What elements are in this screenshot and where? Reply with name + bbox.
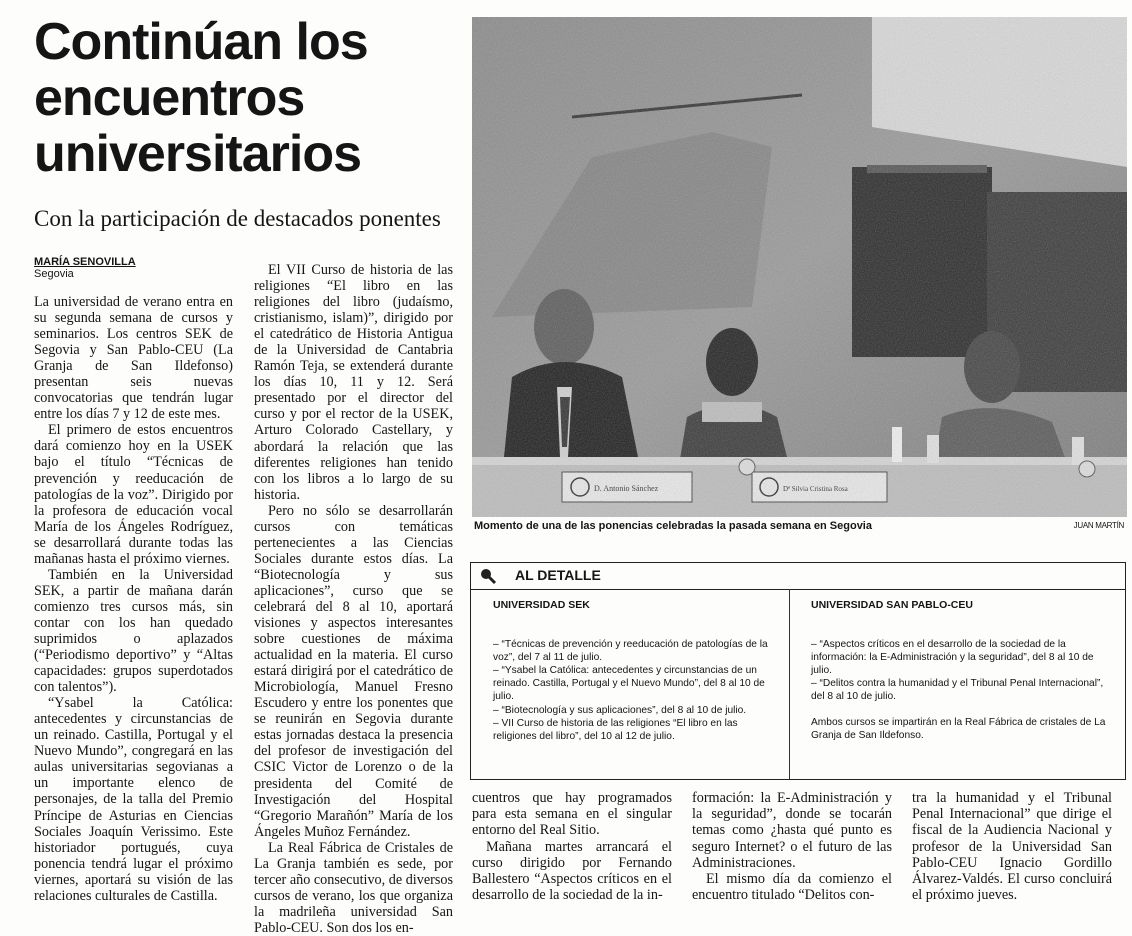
subtitle: Con la participación de destacados ponentes <box>34 206 441 231</box>
detail-box-left-column <box>493 599 775 743</box>
detail-item: – VII Curso de historia de las religiones “El libro en las religiones del libro”, del 10 al 12 de julio. <box>493 717 738 742</box>
detail-item: – “Delitos contra la humanidad y el Tribunal Penal Internacional”, del 8 al 10 de julio. <box>811 678 1104 703</box>
paragraph: Pero no sólo se desarrollarán cursos con temáticas pertenecientes a las Ciencias Sociales durante estos días. La “Biotecnología y sus aplicaciones”, curso que se celebrará del 8 al 10, aportará visiones y aspectos interesantes sobre cuestiones de máxima actualidad en la materia. El curso estará dirigirá por el catedrático de Microbiología, Manuel Fresno Escudero y entre los ponentes que se reunirán en Segovia durante estas jornadas destaca la presencia del profesor de investigación del CSIC Victor de Lorenzo o de la presidenta del Comité de Investigación del Hospital “Gregorio Marañón” María de los Ángeles Muñoz Fernández. <box>254 502 453 840</box>
detail-box-title: AL DETALLE <box>515 567 601 583</box>
article-column-1 <box>34 294 233 904</box>
detail-item: – “Técnicas de prevención y reeducación de patologías de la voz”, del 7 al 11 de julio. <box>493 639 768 664</box>
detail-box <box>470 562 1126 780</box>
detail-box-right-column <box>811 599 1111 742</box>
paragraph: formación: la E-Administración y la seguridad”, donde se tocarán temas como ¿hasta qué punto es seguro Internet? o el futuro de las Administraciones. <box>692 790 892 871</box>
paragraph: Mañana martes arrancará el curso dirigido por Fernando Ballestero “Aspectos críticos en el desarrollo de la sociedad de la in- <box>472 838 672 904</box>
paragraph: “Ysabel la Católica: antecedentes y circunstancias de un reinado. Castilla, Portugal y el Nuevo Mundo”, congregará en las aulas universitarias segovianas a un importante elenco de personajes, de la talla del Premio Príncipe de Asturias en Ciencias Sociales Joaquín Verissimo. Este historiador portugués, cuya ponencia tendrá lugar el próximo viernes, aportará su visión de las relaciones culturales de Castilla. <box>34 695 233 904</box>
detail-heading-sek: UNIVERSIDAD SEK <box>493 599 590 611</box>
article-column-2 <box>254 262 453 936</box>
detail-item: – “Biotecnología y sus aplicaciones”, del 8 al 10 de julio. <box>493 704 747 716</box>
paragraph: El mismo día da comienzo el encuentro titulado “Delitos con- <box>692 871 892 904</box>
article-column-5 <box>912 790 1112 903</box>
detail-item: – “Aspectos críticos en el desarrollo de la sociedad de la información: la E-Administración y la seguridad”, del 8 al 10 de julio. <box>811 639 1094 677</box>
paragraph: tra la humanidad y el Tribunal Penal Internacional” que dirige el fiscal de la Audiencia Nacional y profesor de la Universidad San Pablo-CEU Ignacio Gordillo Álvarez-Valdés. El curso concluirá el próximo jueves. <box>912 790 1112 904</box>
detail-note: Ambos cursos se impartirán en la Real Fábrica de cristales de La Granja de San Ildefonso. <box>811 716 1106 741</box>
detail-box-divider <box>789 589 790 779</box>
detail-item: – “Ysabel la Católica: antecedentes y circunstancias de un reinado. Castilla, Portugal y el Nuevo Mundo”, del 8 al 10 de julio. <box>493 665 765 703</box>
magnifier-icon <box>479 567 497 585</box>
byline-location: Segovia <box>34 268 74 280</box>
paragraph: El primero de estos encuentros dará comienzo hoy en la USEK bajo el título “Técnicas de prevención y reeducación de patologías de la voz”. Dirigido por la profesora de educación vocal María de los Ángeles Rodríguez, se desarrollará durante todas las mañanas hasta el próximo viernes. <box>34 422 233 567</box>
article-column-3 <box>472 790 672 903</box>
headline: Continúan los encuentros universitarios <box>34 13 368 183</box>
detail-box-header <box>471 563 1125 590</box>
paragraph: cuentros que hay programados para esta semana en el singular entorno del Real Sitio. <box>472 790 672 839</box>
photo-caption <box>474 520 1124 532</box>
article-column-4 <box>692 790 892 903</box>
paragraph: El VII Curso de historia de las religiones “El libro en las religiones del libro (judaísmo, cristianismo, islam)”, dirigido por el catedrático de Historia Antigua de la Universidad de Cantabria Ramón Teja, se extenderá durante los días 10, 11 y 12. Será presentado por el director del curso y por el rector de la USEK, Arturo Colorado Castellary, y abordará la relación que las diferentes religiones han tenido con los libros a lo largo de su historia. <box>254 262 453 503</box>
paragraph: También en la Universidad SEK, a partir de mañana darán comienzo tres cursos más, sin contar con los han quedado suprimidos o aplazados (“Periodismo deportivo” y “Altas capacidades: grupos superdotados con talentos”). <box>34 566 233 696</box>
paragraph: La universidad de verano entra en su segunda semana de cursos y seminarios. Los centros SEK de Segovia y San Pablo-CEU (La Granja de San Ildefonso) presentan seis nuevas convocatorias que tendrán lugar entre los días 7 y 12 de este mes. <box>34 294 233 423</box>
photo-credit: JUAN MARTÍN <box>1073 521 1124 530</box>
paragraph: La Real Fábrica de Cristales de La Granja también es sede, por tercer año consecutivo, de diversos cursos de verano, los que organiza la madrileña universidad San Pablo-CEU. Son dos los en- <box>254 839 453 936</box>
byline-author: MARÍA SENOVILLA <box>34 256 136 268</box>
caption-text: Momento de una de las ponencias celebradas la pasada semana en Segovia <box>474 520 872 532</box>
detail-heading-ceu: UNIVERSIDAD SAN PABLO-CEU <box>811 599 973 611</box>
byline <box>34 256 136 280</box>
conference-photo <box>472 17 1127 517</box>
